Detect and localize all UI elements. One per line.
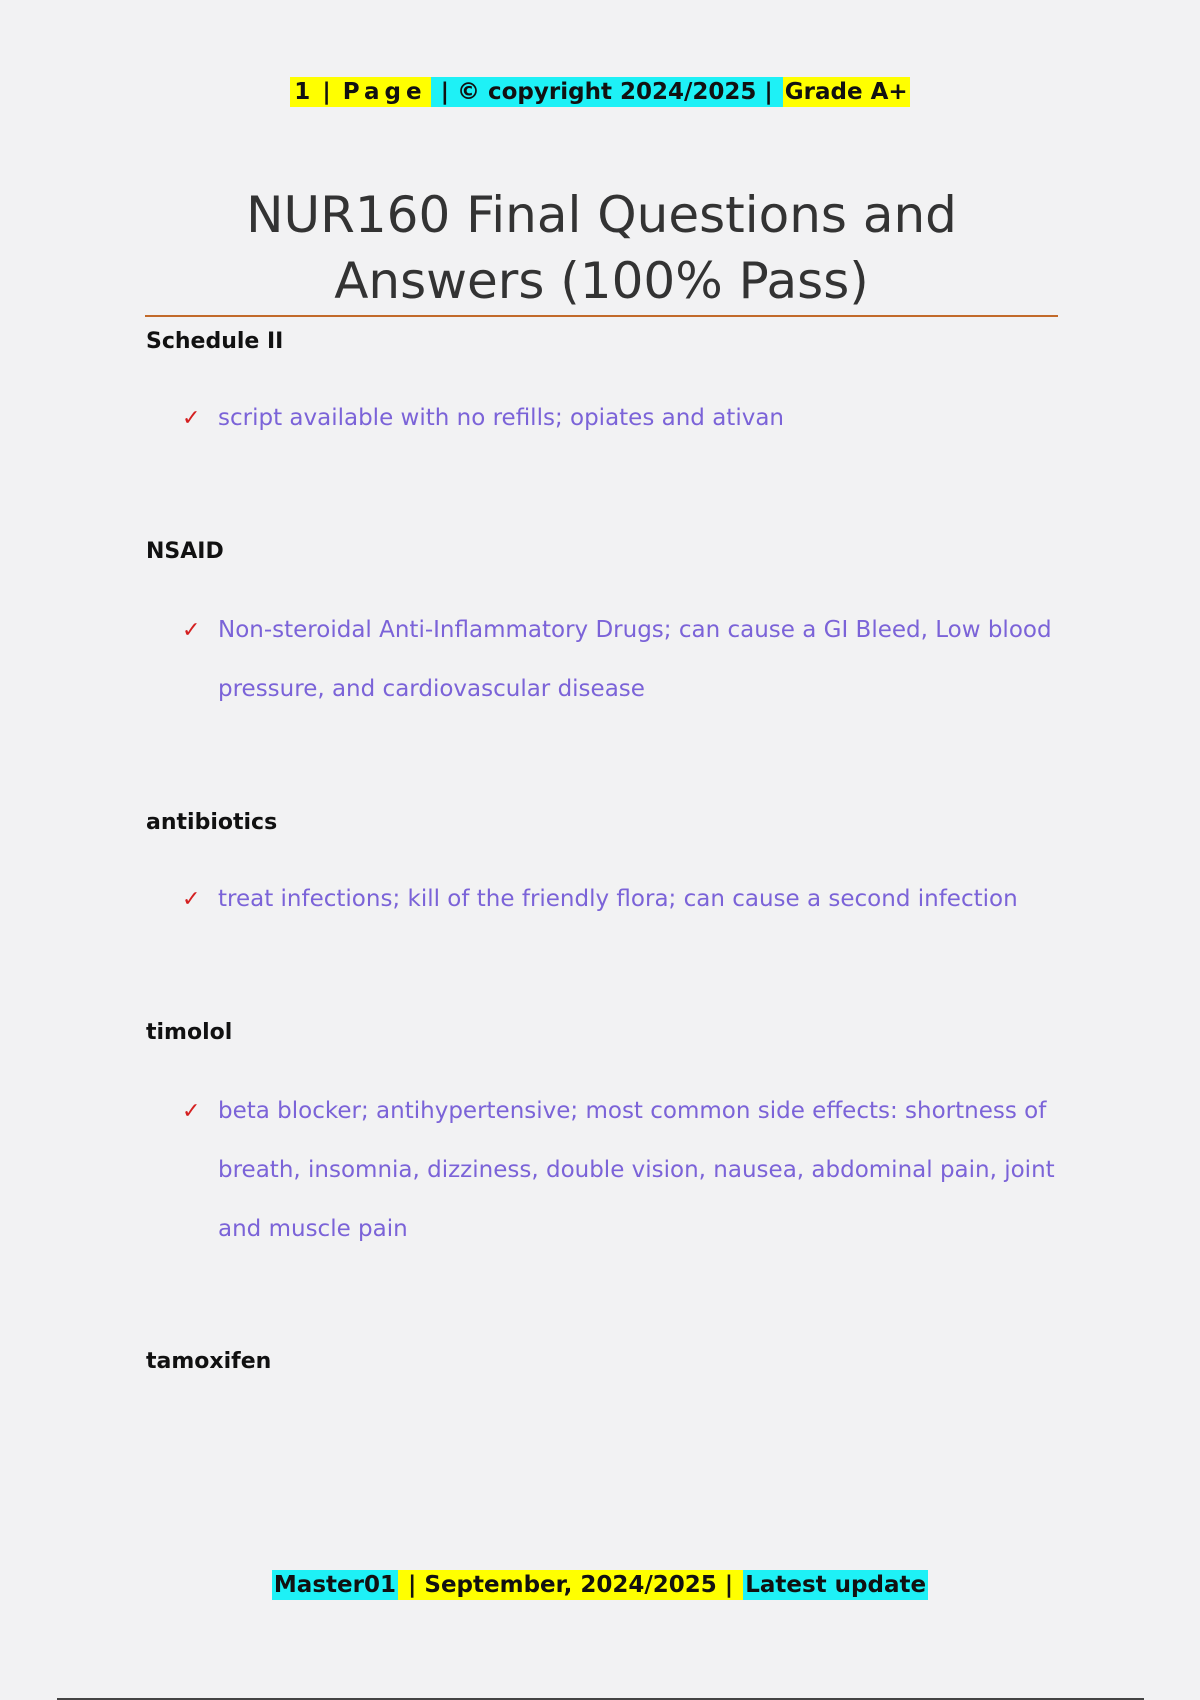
grade-badge: Grade A+ (784, 79, 908, 105)
page-header (0, 75, 1200, 109)
answer-text: treat infections; kill of the friendly flora; can cause a second infection (218, 886, 1018, 912)
answer-timolol (182, 1082, 1068, 1259)
term-schedule-ii: Schedule II (146, 329, 284, 354)
page-number: 1 (294, 79, 311, 105)
footer-date: | September, 2024/2025 | (399, 1572, 742, 1598)
header-separator: | (314, 79, 339, 105)
term-timolol: timolol (146, 1020, 233, 1045)
answer-text: Non-steroidal Anti-Inflammatory Drugs; can cause a GI Bleed, Low blood pressure, and cardiovascular disease (218, 617, 1052, 702)
document-title (145, 182, 1058, 314)
footer-author: Master01 (273, 1572, 396, 1598)
checkmark-icon: ✓ (182, 1099, 201, 1124)
answer-antibiotics (182, 870, 1068, 929)
term-antibiotics: antibiotics (146, 810, 278, 835)
answer-schedule-ii (182, 389, 1068, 448)
answer-text: script available with no refills; opiates and ativan (218, 405, 784, 431)
title-line-2: Answers (100% Pass) (334, 252, 869, 310)
page-number-highlight (290, 77, 430, 107)
checkmark-icon: ✓ (182, 406, 201, 431)
title-underline (145, 315, 1058, 317)
term-tamoxifen: tamoxifen (146, 1349, 272, 1374)
checkmark-icon: ✓ (182, 887, 201, 912)
answer-text: beta blocker; antihypertensive; most common side effects: shortness of breath, insomnia, dizziness, double vision, nausea, abdominal pain, joint and muscle pain (218, 1098, 1055, 1242)
title-line-1: NUR160 Final Questions and (246, 186, 957, 244)
page-label: Page (342, 79, 427, 105)
checkmark-icon: ✓ (182, 618, 201, 643)
answer-nsaid (182, 601, 1068, 719)
copyright-text: | © copyright 2024/2025 | (432, 79, 781, 105)
page-footer (0, 1568, 1200, 1602)
footer-update: Latest update (745, 1572, 927, 1598)
term-nsaid: NSAID (146, 539, 224, 564)
